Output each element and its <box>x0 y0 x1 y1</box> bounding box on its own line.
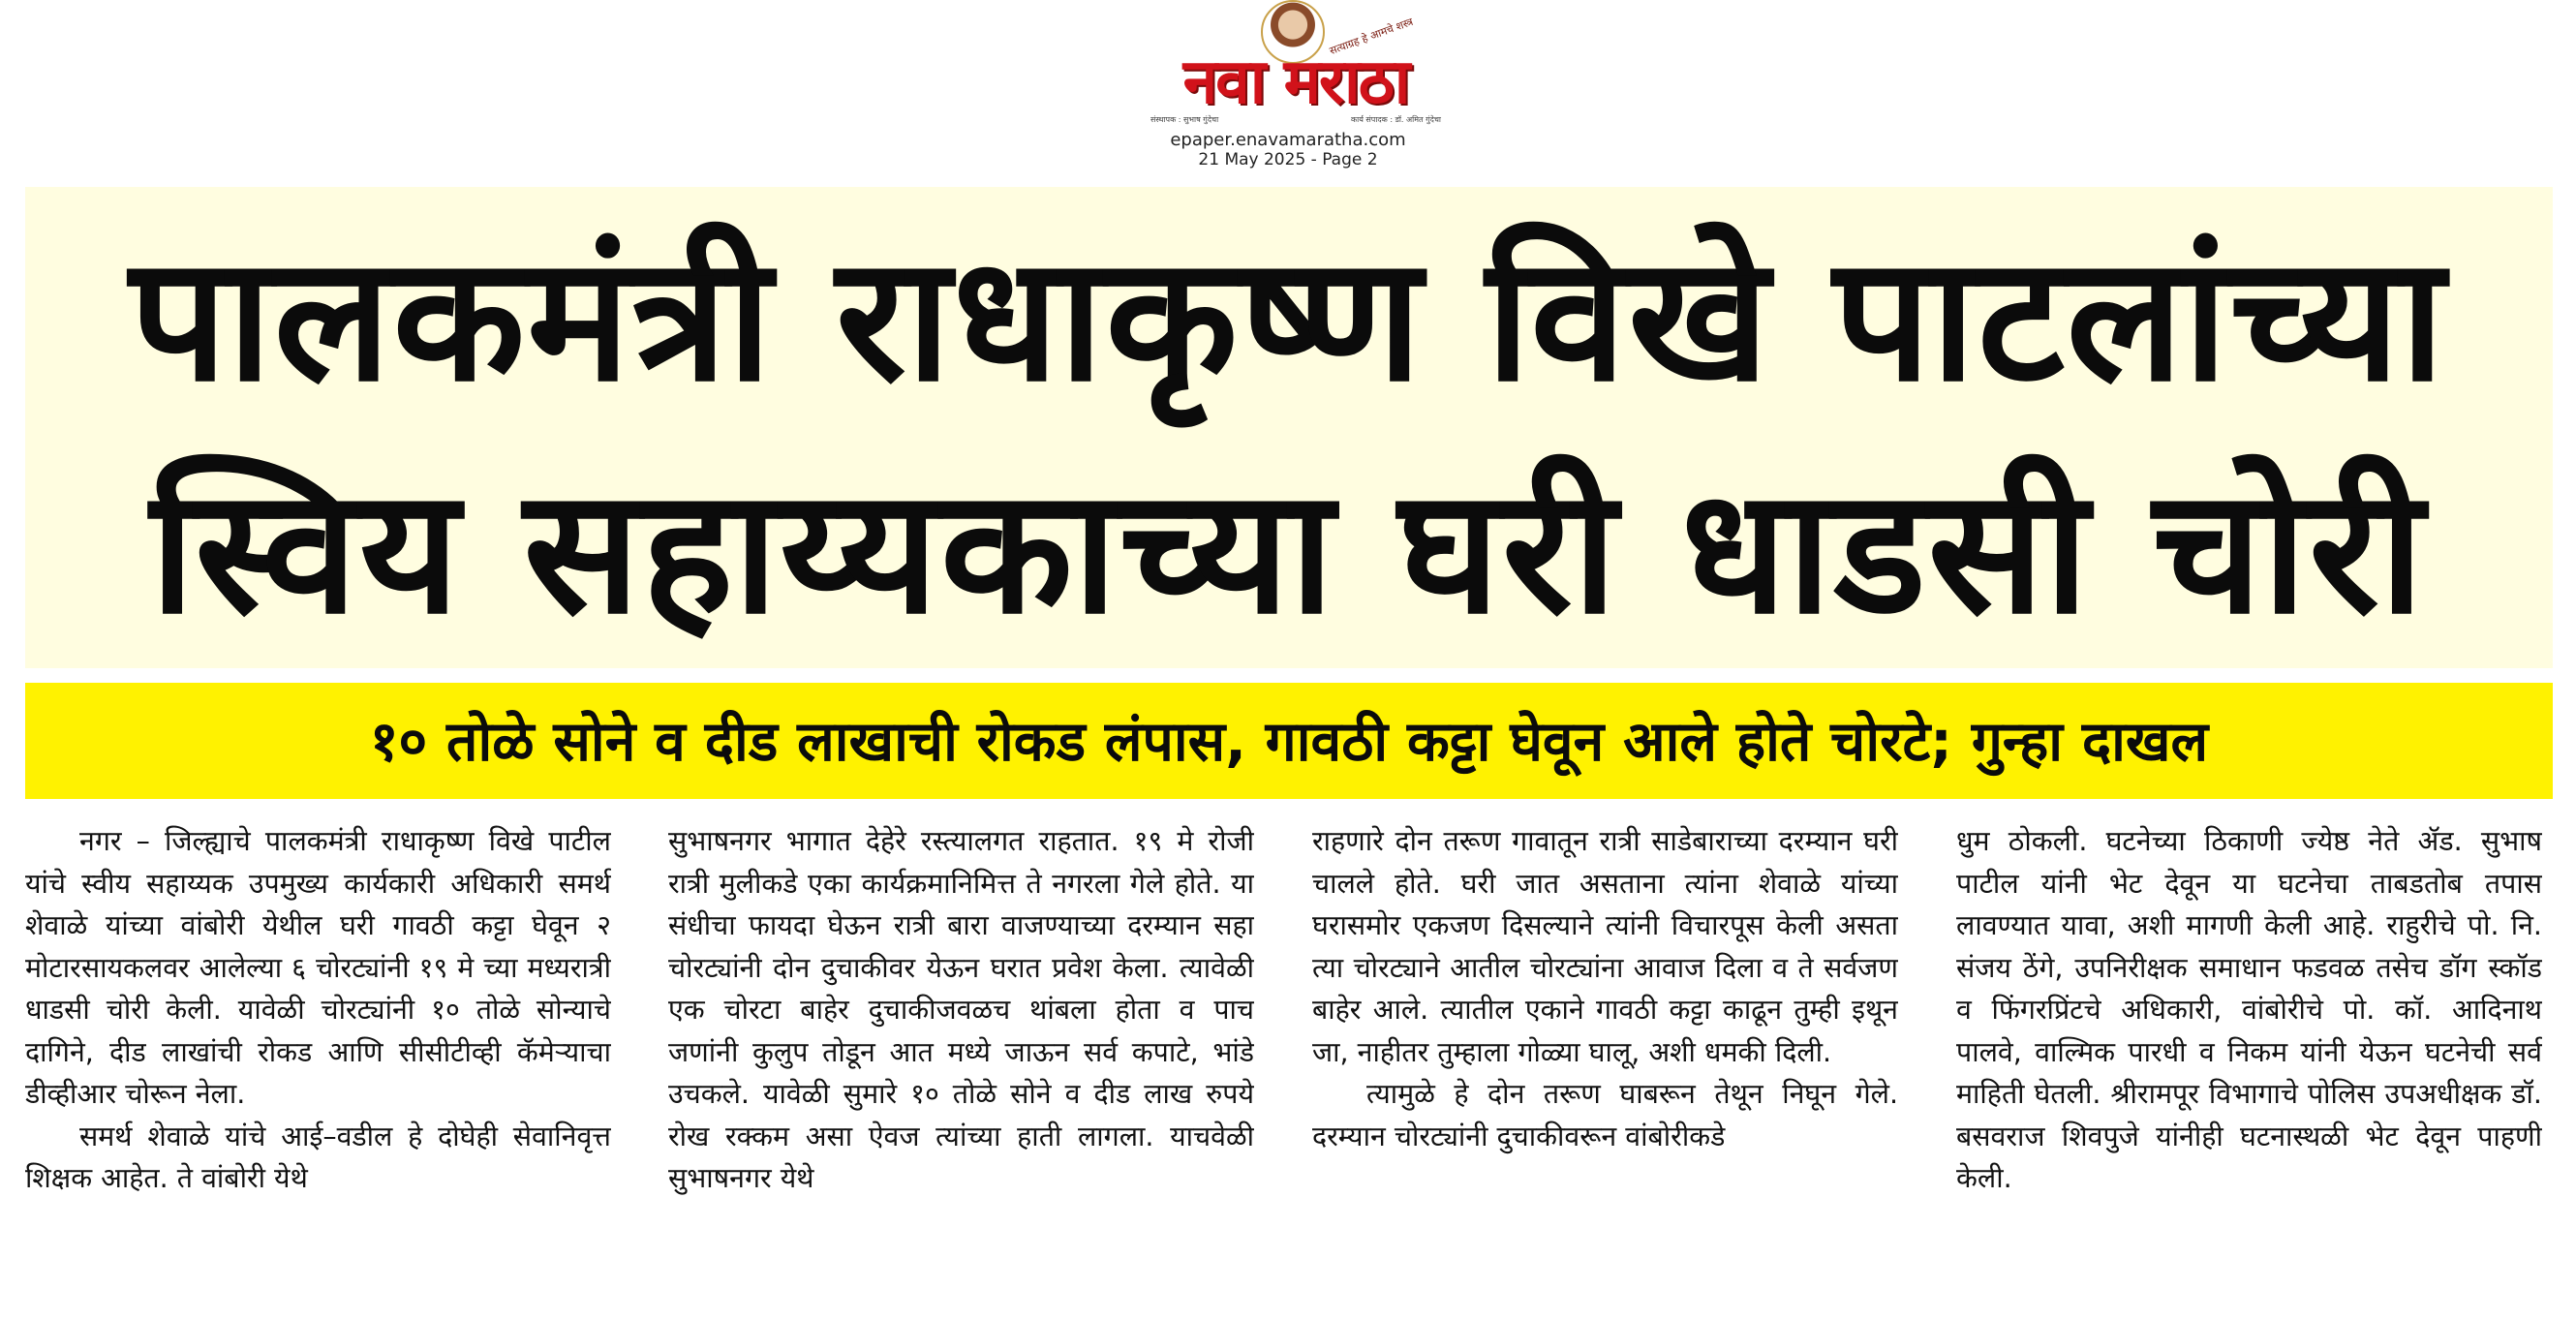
paragraph: धुम ठोकली. घटनेच्या ठिकाणी ज्येष्ठ नेते ॲड. सुभाष पाटील यांनी भेट देवून या घटनेचा ताबडतोब तपास लावण्यात यावा, अशी मागणी केली आहे. राहुरीचे पो. नि. संजय ठेंगे, उपनिरीक्षक समाधान फडवळ तसेच डॉग स्कॉड व फिंगरप्रिंटचे अधिकारी, वांबोरीचे पो. कॉ. आदिनाथ पालवे, वाल्मिक पारधी व निकम यांनी येऊन घटनेची सर्व माहिती घेतली. श्रीरामपूर विभागाचे पोलिस उपअधीक्षक डॉ. बसवराज शिवपुजे यांनीही घटनास्थळी भेट देवून पाहणी केली. <box>1956 825 2542 1194</box>
editor-credit: कार्य संपादक : डॉ. अमित गुंदेचा <box>1350 115 1441 124</box>
paragraph: समर्थ शेवाळे यांचे आई–वडील हे दोघेही सेवानिवृत्त शिक्षक आहेत. ते वांबोरी येथे <box>25 1120 611 1194</box>
article-column-1 <box>25 820 611 1314</box>
epaper-site[interactable]: epaper.enavamaratha.com <box>1170 130 1406 150</box>
paragraph: सुभाषनगर भागात देहेरे रस्त्यालगत राहतात. १९ मे रोजी रात्री मुलीकडे एका कार्यक्रमानिमित्त ते नगरला गेले होते. या संधीचा फायदा घेऊन रात्री बारा वाजण्याच्या दरम्यान सहा चोरट्यांनी दोन दुचाकीवर येऊन घरात प्रवेश केला. त्यावेळी एक चोरटा बाहेर दुचाकीजवळच थांबला होता व पाच जणांनी कुलुप तोडून आत मध्ये जाऊन सर्व कपाटे, भांडे उचकले. यावेळी सुमारे १० तोळे सोने व दीड लाख रुपये रोख रक्कम असा ऐवज त्यांच्या हाती लागला. याचवेळी सुभाषनगर येथे <box>668 825 1254 1194</box>
paragraph: नगर – जिल्ह्याचे पालकमंत्री राधाकृष्ण विखे पाटील यांचे स्वीय सहाय्यक उपमुख्य कार्यकारी अधिकारी समर्थ शेवाळे यांच्या वांबोरी येथील घरी गावठी कट्टा घेवून २ मोटारसायकलवर आलेल्या ६ चोरट्यांनी १९ मे च्या मध्यरात्री धाडसी चोरी केली. यावेळी चोरट्यांनी १० तोळे सोन्याचे दागिने, दीड लाखांची रोकड आणि सीसीटीव्ही कॅमेऱ्याचा डीव्हीआर चोरून नेला. <box>25 825 611 1110</box>
logo-subline <box>1150 114 1441 125</box>
headline-line-2: स्विय सहाय्यकाच्या घरी धाडसी चोरी <box>149 451 2426 652</box>
paragraph: त्यामुळे हे दोन तरूण घाबरून तेथून निघून गेले. दरम्यान चोरट्यांनी दुचाकीवरून वांबोरीकडे <box>1312 1078 1898 1152</box>
article-column-3 <box>1312 820 1898 1314</box>
article-column-4 <box>1956 820 2542 1314</box>
portrait-tagline: सत्याग्रह हे आमचे शस्त्र <box>1328 15 1415 58</box>
paragraph: राहणारे दोन तरूण गावातून रात्री साडेबाराच्या दरम्यान घरी चालले होते. घरी जात असताना त्यांना शेवाळे यांच्या घरासमोर एकजण दिसल्याने त्यांनी विचारपूस केली असता त्या चोरट्याने आतील चोरट्यांना आवाज दिला व ते सर्वजण बाहेर आले. त्यातील एकाने गावठी कट्टा काढून तुम्ही इथून जा, नाहीतर तुम्हाला गोळ्या घालू, अशी धमकी दिली. <box>1312 825 1898 1068</box>
masthead <box>0 0 2576 174</box>
article-column-2 <box>668 820 1254 1314</box>
headline-line-1: पालकमंत्री राधाकृष्ण विखे पाटलांच्या <box>129 219 2447 419</box>
founder-credit: संस्थापक : सुभाष गुंदेचा <box>1150 115 1219 124</box>
newspaper-logo: नवा मराठा <box>1182 46 1409 118</box>
edition-date-page: 21 May 2025 - Page 2 <box>1198 150 1378 169</box>
subheadline: १० तोळे सोने व दीड लाखाची रोकड लंपास, गावठी कट्टा घेवून आले होते चोरटे; गुन्हा दाखल <box>369 710 2209 774</box>
